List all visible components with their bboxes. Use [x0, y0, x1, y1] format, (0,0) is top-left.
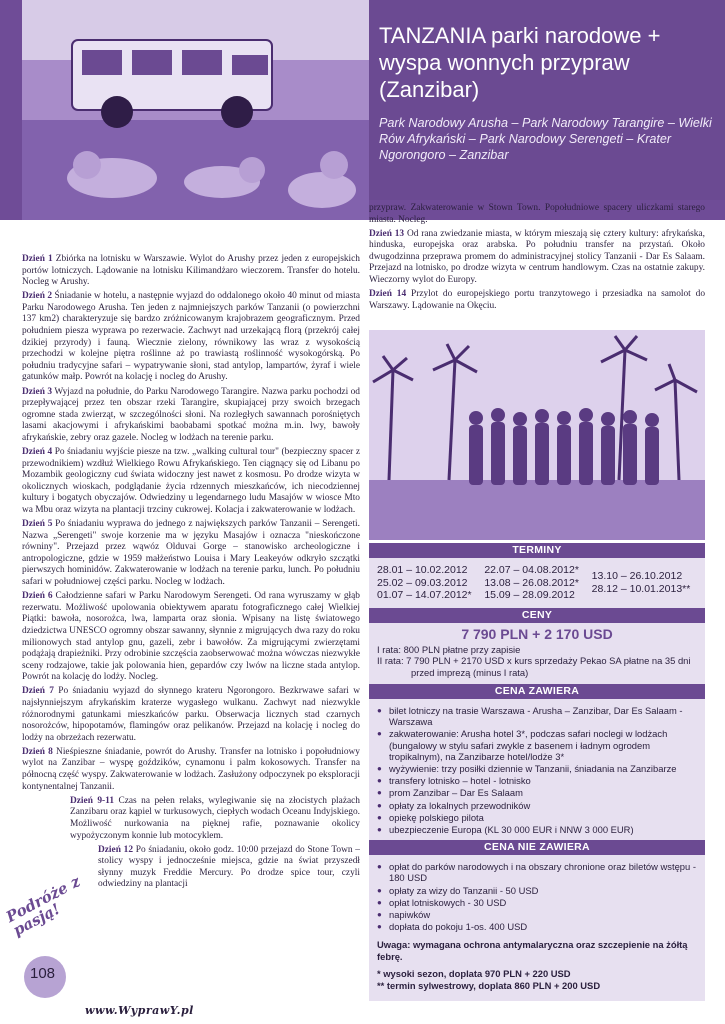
itinerary-day — [22, 447, 360, 517]
day-label: Dzień 7 — [22, 686, 54, 697]
list-item: ● bilet lotniczy na trasie Warszawa - Arusha – Zanzibar, Dar Es Salaam - Warszawa — [377, 705, 697, 727]
day-label: Dzień 14 — [369, 289, 407, 300]
day-text: Wyjazd na południe, do Parku Narodowego Tarangire. Nazwa parku pochodzi od przepływającej przez ten obszar rzeki Tarangire, skupiającej przy swoich brzegach ogromne stada zwierząt, w szczególności słoni. Na rozległych sawannach porośniętych lasami akacjowymi i afrykańskimi baobabami spotkać można m.in. lwy, bawoły afrykańskie, zebry oraz gazele. Nocleg w lodżach na terenie parku. — [22, 386, 360, 443]
list-item: ● ubezpieczenie Europa (KL 30 000 EUR i NNW 3 000 EUR) — [377, 824, 697, 835]
list-item: ● opłaty za lokalnych przewodników — [377, 800, 697, 811]
list-item: ● dopłata do pokoju 1-os. 400 USD — [377, 921, 697, 932]
day-label: Dzień 13 — [369, 228, 405, 239]
terms-grid — [369, 558, 705, 608]
itinerary-day — [22, 519, 360, 589]
price-notes — [369, 644, 705, 684]
itinerary-day — [369, 203, 705, 226]
new-year-note: ** termin sylwestrowy, doplata 860 PLN + 200 USD — [377, 979, 601, 991]
day-label: Dzień 4 — [22, 447, 53, 457]
terms-column — [592, 564, 699, 602]
term-date: 15.09 – 28.09.2012 — [484, 589, 575, 602]
itinerary-day — [369, 229, 705, 287]
included-header: CENA ZAWIERA — [369, 684, 705, 699]
safari-illustration — [22, 0, 369, 220]
notes — [369, 937, 705, 991]
slogan-badge: Podróże z pasją! — [3, 872, 84, 940]
day-text: Po śniadaniu, około godz. 10:00 przejazd do Stone Town – stolicy wyspy i jednocześnie miejsca, gdzie na świat przyszedł słynny muzyk Freddie Mercury. Po drodze spice tour, czyli odwiedziny na plantacji — [98, 844, 360, 890]
list-item: ● opłaty za wizy do Tanzanii - 50 USD — [377, 885, 697, 896]
day-label: Dzień 1 — [22, 254, 53, 264]
beach-illustration — [369, 330, 705, 540]
group-beach-photo — [369, 330, 705, 540]
installment-2-cont: przed imprezą (minus I rata) — [411, 666, 529, 678]
day-label: Dzień 9-11 — [70, 795, 115, 806]
excluded-list — [369, 855, 705, 937]
page-title: TANZANIA parki narodowe + wyspa wonnych przypraw (Zanzibar) — [379, 23, 661, 102]
excluded-header: CENA NIE ZAWIERA — [369, 840, 705, 855]
installment-1: I rata: 800 PLN płatne przy zapisie — [377, 643, 521, 655]
info-panel — [369, 543, 705, 1001]
safari-jeep-lions-photo — [22, 0, 369, 220]
term-date: 28.12 – 10.01.2013** — [591, 582, 691, 595]
included-list — [369, 699, 705, 840]
day-text: Całodzienne safari w Parku Narodowym Serengeti. Od rana wyruszamy w głąb rezerwatu. Możliwość upolowania obiektywem aparatu fotograficznego całej Wielkiej Piątki: bawoła, nosorożca, lwa, lamparta oraz słonia. Wpisany na listę światowego dziedzictwa UNESCO ogromny obszar sawanny, słynnie z migrujących dwa razy do roku milionowych stad antylop gnu, gazeli, zebr i bawołów. Za migrującymi zwierzętami podążają drapieżniki. Przy odrobinie szczęścia zaobserwować można wówczas niezwykłe sceny rodzajowe, takie jak polowania hien, gepardów czy lwów na liczne stada antylop. Powrót na kolację do lodży. Nocleg. — [22, 591, 360, 683]
high-season-note: * wysoki sezon, doplata 970 PLN + 220 USD — [377, 968, 571, 980]
itinerary-day — [22, 747, 360, 793]
day-label: Dzień 3 — [22, 386, 53, 397]
itinerary-day — [22, 591, 360, 684]
footer-badge — [0, 872, 90, 1024]
list-item: ● opłat do parków narodowych i na obszary chronione oraz biletów wstępu - 180 USD — [377, 861, 697, 883]
term-date: 25.02 – 09.03.2012 — [377, 576, 468, 589]
day-text: Czas na pełen relaks, wylegiwanie się na złocistych plażach Zanzibaru oraz kąpiel w turkusowych, ciepłych wodach Oceanu Indyjskiego. Możliwość nurkowania na pięknej rafie, poznawanie okolicy wypożyczonym konnie lub motocyklem. — [70, 795, 360, 841]
list-item: ● wyżywienie: trzy posiłki dziennie w Tanzanii, śniadania na Zanzibarze — [377, 763, 697, 774]
day-text: przypraw. Zakwaterowanie w Stown Town. Popołudniowe spacery uliczkami starego miasta. Nocleg. — [369, 203, 705, 225]
page-number: 108 — [30, 965, 56, 982]
day-label: Dzień 6 — [22, 591, 53, 602]
list-item: ● zakwaterowanie: Arusha hotel 3*, podczas safari noclegi w lodżach (bungalowy w stylu safari zwykle z basenem i ładnym ogrodem tropikalnym), na Zanzibarze hotel/lodże 3* — [377, 728, 697, 762]
route-subtitle: Park Narodowy Arusha – Park Narodowy Tarangire – Wielki Rów Afrykański – Park Narodowy Serengeti – Krater Ngorongoro – Zanzibar — [379, 116, 712, 162]
day-text: Zbiórka na lotnisku w Warszawie. Wylot do Arushy przez jeden z europejskich portów lotniczych. Lądowanie na lotnisku Kilimandżaro wieczorem. Transfer do hotelu. Nocleg w Arushy. — [22, 254, 360, 288]
title-panel — [369, 0, 725, 200]
day-text: Od rana zwiedzanie miasta, w którym mieszają się cztery kultury: afrykańska, hinduska, europejska oraz arabska. Po południu transfer na przystań. Około dwugodzinna przeprawa promem do administracyjnej stolicy Tanzanii - Dar Es Salaam. Przejazd na lotnisko, po drodze wizyta w centrum handlowym. Czas na ostatnie zakupy. Wieczorny wylot do Europy. — [369, 228, 705, 286]
terms-header: TERMINY — [369, 543, 705, 558]
list-item: ● opiekę polskiego pilota — [377, 812, 697, 823]
day-text: Po śniadaniu wyjazd do słynnego krateru Ngorongoro. Bezkrwawe safari w najsłynniejszym afrykańskim kraterze wygasłego wulkanu. Zachwyt nad niezwykle różnorodnymi gatunkami mieszkańców parku. Obserwacja licznych stad czarnych nosorożców, hipopotamów, flamingów oraz pelikanów. Przejazd na kolację i nocleg do lodży na obrzeżach rezerwatu. — [22, 686, 360, 743]
main-price: 7 790 PLN + 2 170 USD — [461, 625, 613, 642]
itinerary-day — [22, 254, 360, 289]
term-date: 01.07 – 14.07.2012* — [377, 589, 472, 602]
terms-column — [484, 564, 591, 602]
itinerary-day — [22, 387, 360, 445]
day-text: Śniadanie w hotelu, a następnie wyjazd do oddalonego około 40 minut od miasta Parku Narodowego Arusha. Ten jeden z najmniejszych parków Tanzanii (o powierzchni 137 km2) charakteryzuje się bardzo zróżnicowanym krajobrazem geograficznym. Przed południem piesza wyprawa po rezerwacie. Zachwyt nad urzekającą florą (przekrój całej dzikiej przyrody) i fauną. Wiecznie zielony, równikowy las wraz z wysokością przechodzi w kolejne piętra roślinne aż po trawiastą roślinność wysokogórską. Po południu tradycyjne safari – wypatrywanie słoni, stad antylop, lampartów, żyraf i wiele gatunków małp. Powrót na kolację i nocleg do Arushy. — [22, 291, 360, 383]
term-date: 13.08 – 26.08.2012* — [484, 576, 579, 589]
day-label: Dzień 5 — [22, 519, 53, 530]
itinerary-right-column — [369, 203, 705, 315]
itinerary-day — [22, 291, 360, 384]
terms-column — [377, 564, 484, 602]
list-item: ● transfery lotnisko – hotel - lotnisko — [377, 775, 697, 786]
term-date: 28.01 – 10.02.2012 — [377, 564, 468, 576]
itinerary-day — [22, 796, 360, 842]
day-label: Dzień 2 — [22, 291, 53, 302]
list-item: ● opłat lotniskowych - 30 USD — [377, 897, 697, 908]
itinerary-left-column — [22, 254, 360, 893]
itinerary-day — [22, 686, 360, 744]
list-item: ● prom Zanzibar – Dar Es Salaam — [377, 787, 697, 798]
term-date: 22.07 – 04.08.2012* — [484, 564, 579, 576]
installment-2: II rata: 7 790 PLN + 2170 USD x kurs sprzedaży Pekao SA płatne na 35 dni — [377, 655, 691, 667]
itinerary-day — [369, 289, 705, 312]
prices-header: CENY — [369, 608, 705, 623]
day-label: Dzień 8 — [22, 746, 53, 757]
day-label: Dzień 12 — [98, 844, 134, 855]
day-text: Przylot do europejskiego portu tranzytowego i przesiadka na samolot do Warszawy. Lądowanie na Okęciu. — [369, 289, 706, 311]
hero-banner — [0, 0, 725, 220]
day-text: Nieśpieszne śniadanie, powrót do Arushy. Transfer na lotnisko i popołudniowy wylot na Zanzibar – wyspę goździków, cynamonu i palm kokosowych. Transfer na północną część wyspy. Zakwaterowanie w lodżach. Zasłużony odpoczynek po eksploracji kontynentalnej Tanzanii. — [22, 746, 360, 792]
term-date: 13.10 – 26.10.2012 — [591, 570, 683, 582]
list-item: ● napiwków — [377, 909, 697, 920]
malaria-warning: Uwaga: wymagana ochrona antymalaryczna oraz szczepienie na żółtą febrę. — [377, 939, 688, 962]
day-text: Po śniadaniu wyprawa do jednego z największych parków Tanzanii – Serengeti. Nazwa „Serengeti" swoje korzenie ma w języku Masajów i oznacza "nieskończone równiny". Przejazd przez wąwóz Olduvai Gorge – stanowisko archeologiczne i antropologiczne, gdzie w 1959 małżeństwo Louisa i Mary Leakeyów odkryło szczątki pierwszych hominidów. Zakwaterowanie w lodżach na terenie parku, lunch. Po południu safari w południowej części parku. Nocleg w lodżach. — [22, 519, 360, 588]
website-link[interactable]: www.WyprawY.pl — [85, 1004, 194, 1017]
day-text: Po śniadaniu wyjście piesze na tzw. „walking cultural tour" (bezpieczny spacer z przewodnikiem) wzdłuż Wielkiego Rowu Afrykańskiego. Ten ciągnący się od Libanu po Mozambik geologiczny cud świata widoczny jest nawet z kosmosu. Po drodze wizyta w okolicznych wioskach, podglądanie życia rdzennych mieszkańców, ich niecodziennej kultury i bogatych obyczajów. Odwiedziny u legendarnego ludu Masajów w wiosce Mto wa Mbu oraz wizyta na plantacji trzciny cukrowej. Kolacja i zakwaterowanie w lodżach. — [22, 447, 360, 515]
